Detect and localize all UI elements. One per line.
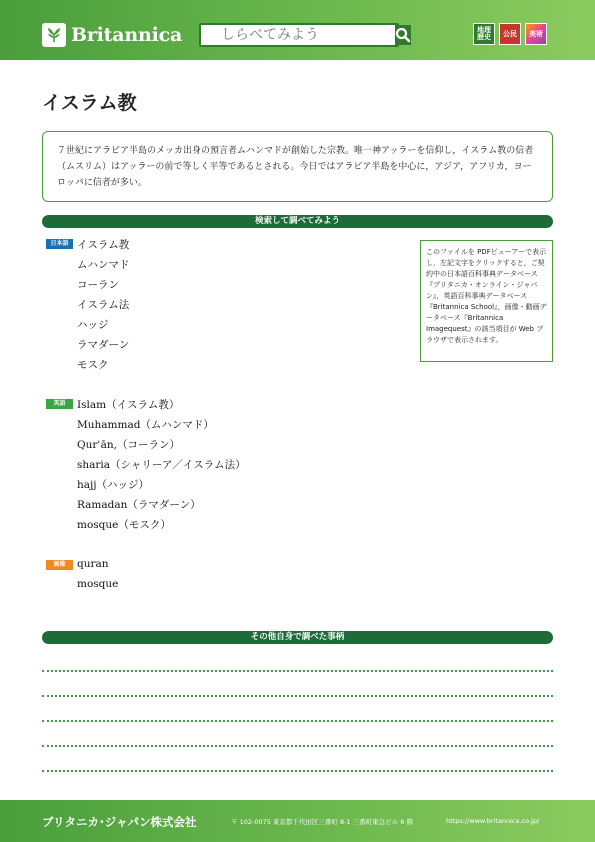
search-input[interactable] xyxy=(201,25,395,45)
subject-badges xyxy=(473,23,547,45)
note-line xyxy=(42,720,553,722)
term-link[interactable]: mosque xyxy=(77,578,119,590)
badge-art: 美術 xyxy=(525,23,547,45)
badge-geography-history: 地理歴史 xyxy=(473,23,495,45)
term-link[interactable]: モスク xyxy=(77,359,109,371)
term-link[interactable]: Islam（イスラム教） xyxy=(77,399,180,411)
search-box xyxy=(199,23,399,47)
britannica-logo[interactable] xyxy=(42,23,182,47)
term-link[interactable]: sharia（シャリーア／イスラム法） xyxy=(77,459,246,471)
note-line xyxy=(42,695,553,697)
footer-bar xyxy=(0,800,595,842)
term-link[interactable]: ハッジ xyxy=(77,319,109,331)
thistle-logo-icon xyxy=(42,23,66,47)
logo-text: Britannica xyxy=(71,24,183,46)
note-line xyxy=(42,770,553,772)
badge-civics: 公民 xyxy=(499,23,521,45)
term-link[interactable]: ラマダーン xyxy=(77,339,130,351)
term-link[interactable]: Qurʾān,（コーラン） xyxy=(77,439,180,451)
footer-address: 〒 102-0075 東京都千代田区三番町 8-1 三番町東急ビル 6 階 xyxy=(231,818,413,826)
tag-image: 画像 xyxy=(46,560,73,570)
term-link[interactable]: hajj（ハッジ） xyxy=(77,479,150,491)
search-section-header: 検索して調べてみよう xyxy=(42,215,553,228)
pdf-usage-note: このファイルを PDFビューアーで表示し，左記文字をクリックすると，ご契約中の日本語百科事典データベース『ブリタニカ・オンライン・ジャパン』，英語百科事典データベース『Britannica School』，画像・動画データベース『Britannica Imagequest』の該当項目が Web ブラウザで表示されます。 xyxy=(420,240,553,362)
note-line xyxy=(42,745,553,747)
term-link[interactable]: イスラム教 xyxy=(77,239,130,251)
term-link[interactable]: Ramadan（ラマダーン） xyxy=(77,499,201,511)
term-link[interactable]: Muhammad（ムハンマド） xyxy=(77,419,214,431)
term-link[interactable]: コーラン xyxy=(77,279,119,291)
term-link[interactable]: イスラム法 xyxy=(77,299,130,311)
term-link[interactable]: mosque（モスク） xyxy=(77,519,171,531)
tag-japanese: 日本語 xyxy=(46,239,73,249)
footer-url-link[interactable]: https://www.britannica.co.jp/ xyxy=(446,817,540,825)
tag-english: 英語 xyxy=(46,399,73,409)
term-link[interactable]: quran xyxy=(77,558,109,570)
summary-box: ７世紀にアラビア半島のメッカ出身の預言者ムハンマドが創始した宗教。唯一神アッラーを信仰し，イスラム教の信者（ムスリム）はアッラーの前で等しく平等であるとされる。今日ではアラビア半島を中心に，アジア，アフリカ，ヨーロッパに信者が多い。 xyxy=(42,131,553,202)
term-link[interactable]: ムハンマド xyxy=(77,259,130,271)
note-line xyxy=(42,670,553,672)
footer-company: ブリタニカ･ジャパン株式会社 xyxy=(42,815,197,829)
search-icon xyxy=(395,27,411,43)
other-section-header: その他自身で調べた事柄 xyxy=(42,631,553,644)
search-button[interactable] xyxy=(395,25,411,45)
header-bar xyxy=(0,0,595,60)
page-title: イスラム教 xyxy=(42,92,137,114)
